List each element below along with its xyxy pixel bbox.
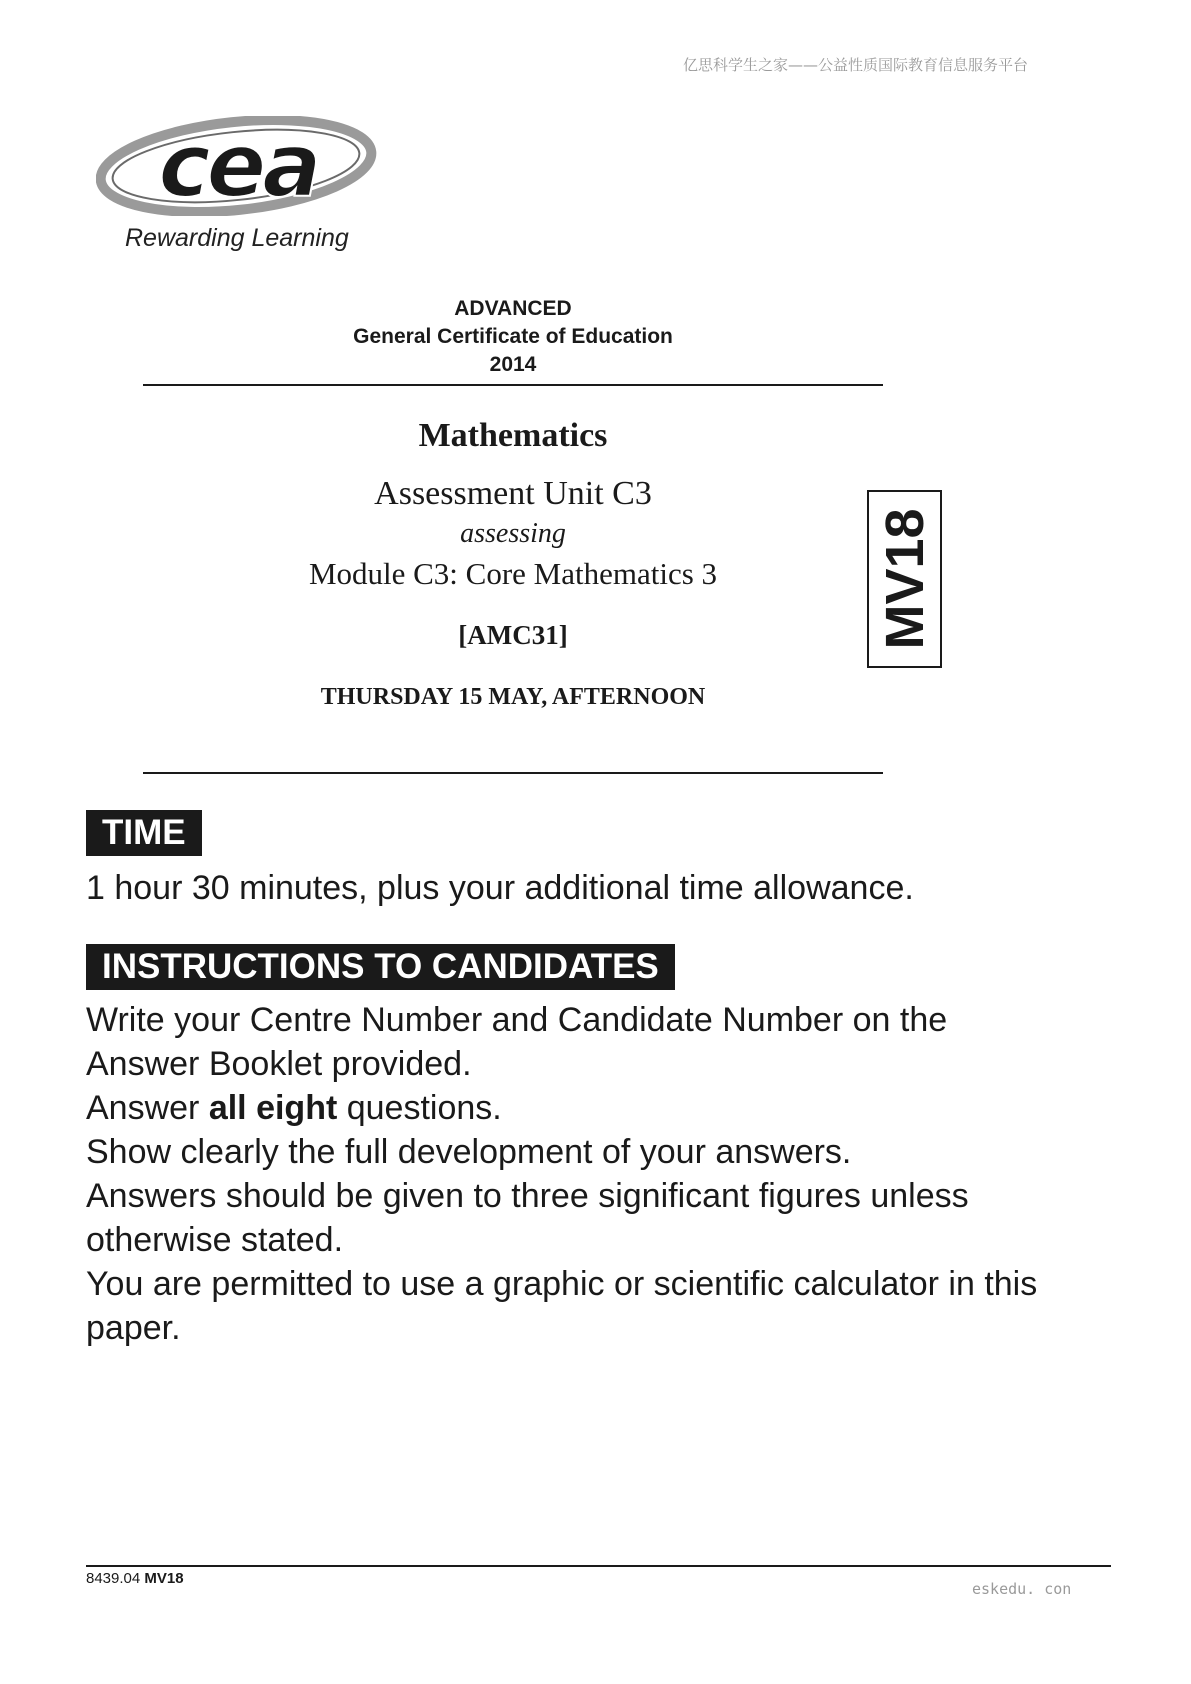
instruction-text: Answer [86,1089,209,1127]
footer-divider [86,1565,1111,1567]
instruction-line: You are permitted to use a graphic or scientific calculator in this [86,1265,1038,1303]
exam-datetime: THURSDAY 15 MAY, AFTERNOON [320,684,706,710]
instruction-line: Write your Centre Number and Candidate Number on the [86,1001,948,1039]
cea-logo-graphic [96,116,386,216]
watermark-top: 亿思科学生之家——公益性质国际教育信息服务平台 [683,56,1029,74]
instruction-line: otherwise stated. [86,1221,344,1259]
exam-module: Module C3: Core Mathematics 3 [308,556,718,591]
qualification-header [143,295,883,379]
footer-code [86,1570,184,1587]
time-text: 1 hour 30 minutes, plus your additional time allowance. [86,869,914,907]
instructions-list [86,998,1126,1350]
watermark-bottom: eskedu. con [972,1580,1072,1598]
qualification-certificate: General Certificate of Education [353,325,673,348]
logo-tagline: Rewarding Learning [125,224,349,252]
instruction-line: Answers should be given to three significant figures unless [86,1177,969,1215]
exam-code: [AMC31] [458,620,568,650]
qualification-year: 2014 [489,353,537,376]
logo-text: cea [158,116,318,216]
instruction-line [86,1086,1126,1130]
footer-code-paper: MV18 [144,1570,184,1587]
footer-code-number: 8439.04 [86,1570,145,1587]
bottom-divider [143,772,883,774]
qualification-level: ADVANCED [454,297,572,320]
instruction-line: paper. [86,1309,181,1347]
exam-title-block [143,414,883,712]
instructions-heading: INSTRUCTIONS TO CANDIDATES [86,944,675,990]
instruction-emphasis: all eight [208,1089,338,1127]
time-heading: TIME [86,810,202,856]
exam-unit: Assessment Unit C3 [374,475,652,512]
exam-subject: Mathematics [418,417,608,454]
paper-code-box [867,490,942,668]
instruction-text: questions. [337,1089,502,1127]
paper-code-text: MV18 [874,508,935,650]
exam-assessing: assessing [460,518,566,549]
instruction-line: Show clearly the full development of your answers. [86,1133,852,1171]
top-divider [143,384,883,386]
instruction-line: Answer Booklet provided. [86,1045,472,1083]
